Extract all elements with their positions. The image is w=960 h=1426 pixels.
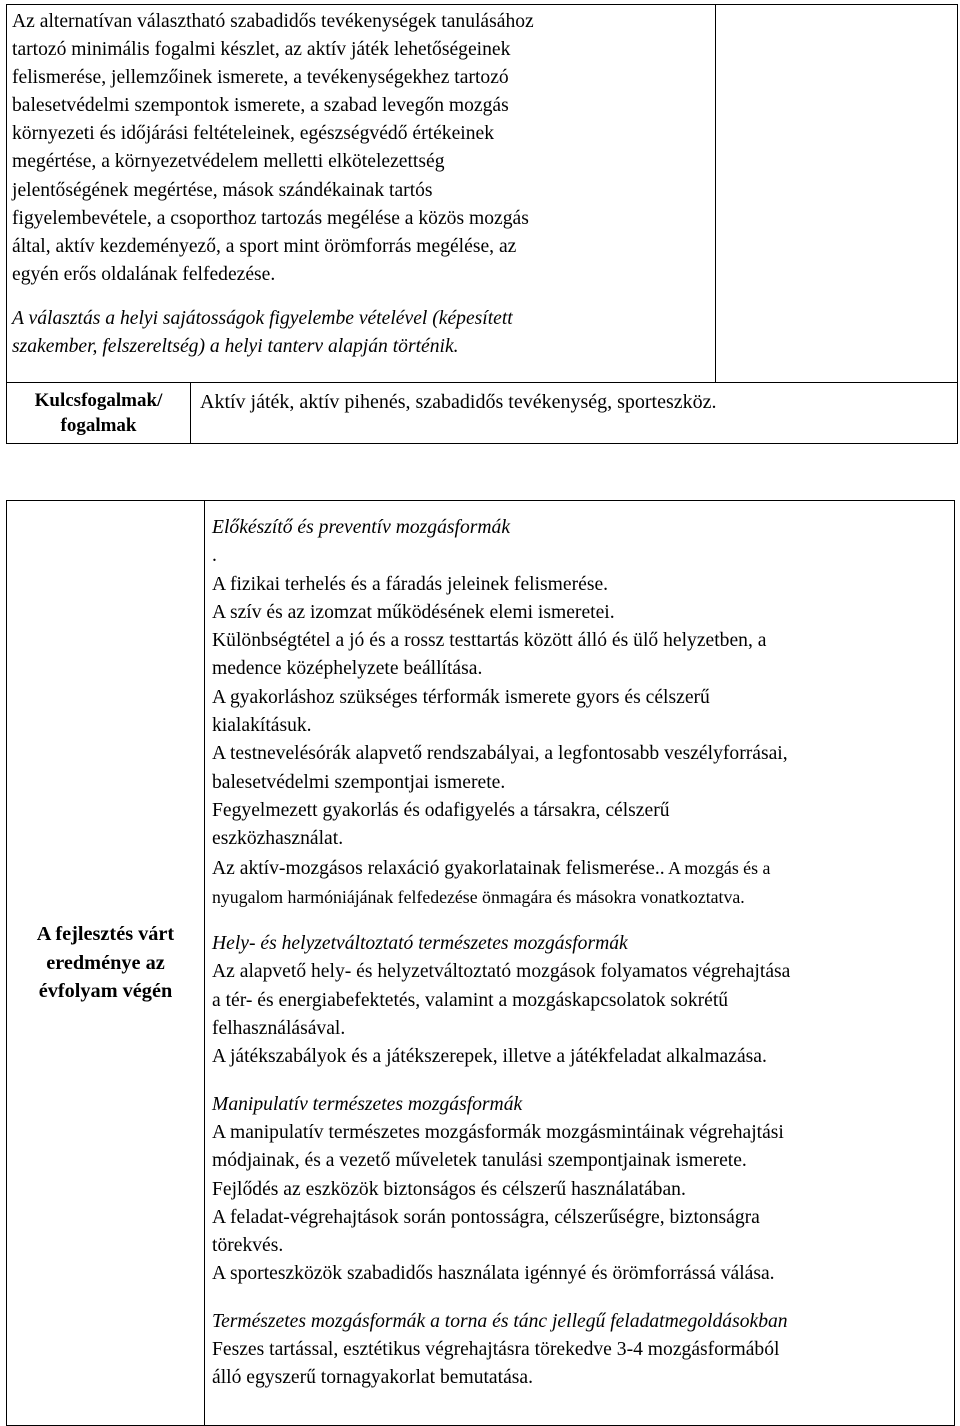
block-line: . [212,545,217,567]
outcomes-body-cell [205,501,955,1426]
block-line: A sporteszközök szabadidős használata igénnyé és örömforrássá válása. [212,1263,775,1285]
choice-note-line: A választás a helyi sajátosságok figyelembe vételével (képesített [12,307,513,329]
keywords-value: Aktív játék, aktív pihenés, szabadidős tevékenység, sporteszköz. [191,383,958,444]
outcomes-label-line: eredménye az [46,951,165,974]
goals-text [12,8,712,289]
block-line: törekvés. [212,1235,284,1257]
goals-line: balesetvédelmi szempontok ismerete, a szabad levegőn mozgás [12,95,509,117]
choice-note [12,305,712,361]
block-locomotor [212,930,954,1071]
block-preventive [212,514,954,911]
top-table [6,4,958,444]
block-line: A feladat-végrehajtások során pontosságra, célszerűségre, biztonságra [212,1206,760,1228]
goals-line: felismerése, jellemzőinek ismerete, a tevékenységekhez tartozó [12,67,509,89]
goals-line: tartozó minimális fogalmi készlet, az aktív játék lehetőségeinek [12,39,511,61]
block-line: medence középhelyzete beállítása. [212,658,483,680]
goals-line: figyelembevétele, a csoporthoz tartozás megélése a közös mozgás [12,207,529,229]
block-line: eszközhasználat. [212,828,344,850]
goals-line: megértése, a környezetvédelem melletti elkötelezettség [12,151,445,173]
keywords-label-cell [7,383,191,444]
outcomes-table [6,500,955,1426]
block-line: a tér- és energiabefektetés, valamint a mozgáskapcsolatok sokrétű [212,989,729,1011]
block-line-part: Az aktív-mozgásos relaxáció gyakorlatainak felismerése.. [212,857,665,879]
block-line: álló egyszerű tornagyakorlat bemutatása. [212,1367,533,1389]
block-line: Feszes tartással, esztétikus végrehajtásra törekedve 3-4 mozgásformából [212,1339,780,1361]
goals-line: Az alternatívan választható szabadidős tevékenységek tanulásához [12,11,534,32]
block-line: Az alapvető hely- és helyzetváltoztató mozgások folyamatos végrehajtása [212,961,791,983]
block-line: Különbségtétel a jó és a rossz testtartás között álló és ülő helyzetben, a [212,630,767,652]
block-line-mixed [212,854,954,883]
block-gymnastics [212,1308,954,1393]
block-line: A gyakorláshoz szükséges térformák ismerete gyors és célszerű [212,686,710,708]
block-line: Fegyelmezett gyakorlás és odafigyelés a társakra, célszerű [212,799,670,821]
block-line: módjainak, és a vezető műveletek tanulási szempontjainak ismerete. [212,1150,747,1172]
block-line: A testnevelésórák alapvető rendszabályai, a legfontosabb veszélyforrásai, [212,743,788,765]
empty-cell [716,5,958,383]
block-heading: Természetes mozgásformák a torna és tánc jellegű feladatmegoldásokban [212,1310,788,1332]
goals-line: által, aktív kezdeményező, a sport mint örömforrás megélése, az [12,235,517,257]
outcomes-label-line: A fejlesztés várt [36,923,175,946]
block-heading: Előkészítő és preventív mozgásformák [212,517,511,538]
goals-line: környezeti és időjárási feltételeinek, egészségvédő értékeinek [12,123,494,145]
block-line: balesetvédelmi szempontjai ismerete. [212,771,506,793]
goals-cell [7,5,716,383]
block-line: A szív és az izomzat működésének elemi ismeretei. [212,601,615,623]
outcomes-label-cell [7,501,205,1426]
block-line: kialakításuk. [212,715,312,737]
block-heading: Hely- és helyzetváltoztató természetes mozgásformák [212,933,628,955]
keywords-label-line: Kulcsfogalmak/ [34,390,163,411]
block-line: A játékszabályok és a játékszerepek, illetve a játékfeladat alkalmazása. [212,1046,767,1068]
goals-line: jelentőségének megértése, mások szándékainak tartós [12,179,433,201]
block-line: nyugalom harmóniájának felfedezése önmagára és másokra vonatkoztatva. [212,886,745,907]
block-line: A fizikai terhelés és a fáradás jeleinek felismerése. [212,573,609,595]
block-heading: Manipulatív természetes mozgásformák [212,1093,523,1115]
block-line: Fejlődés az eszközök biztonságos és célszerű használatában. [212,1178,686,1200]
keywords-label-line: fogalmak [60,415,137,436]
block-line: felhasználásával. [212,1018,346,1040]
choice-note-line: szakember, felszereltség) a helyi tanterv alapján történik. [12,336,459,358]
block-line-part: A mozgás és a [664,857,771,878]
block-line: A manipulatív természetes mozgásformák mozgásmintáinak végrehajtási [212,1121,784,1143]
block-manipulative [212,1091,954,1289]
goals-line: egyén erős oldalának felfedezése. [12,263,276,285]
outcomes-label-line: évfolyam végén [38,980,173,1003]
